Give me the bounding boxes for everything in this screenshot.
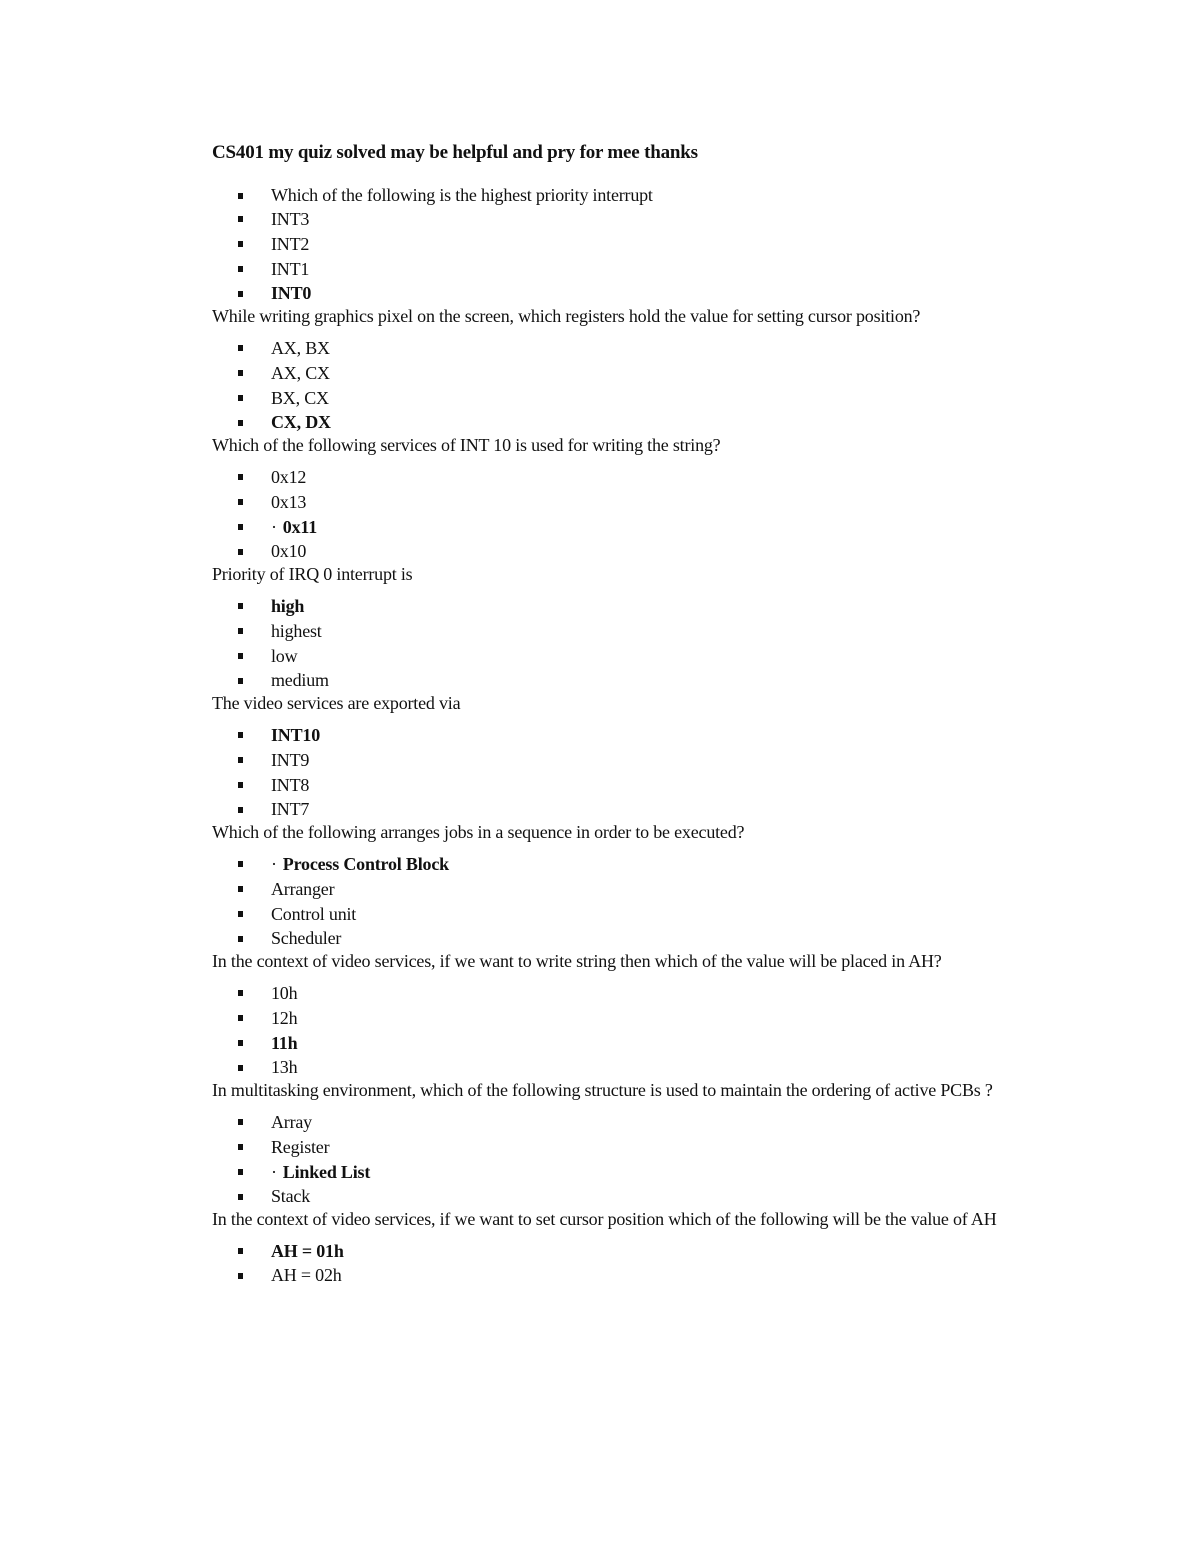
option-label: Stack <box>271 1186 310 1206</box>
answer-option <box>212 257 1052 282</box>
option-label: CX, DX <box>271 412 331 432</box>
answer-option-correct <box>212 723 1052 748</box>
answer-option <box>212 1056 1052 1079</box>
square-bullet-icon <box>238 524 243 530</box>
option-list <box>212 594 1052 692</box>
square-bullet-icon <box>238 678 243 684</box>
question-text: Priority of IRQ 0 interrupt is <box>212 564 413 584</box>
answer-option <box>212 748 1052 773</box>
option-label: Array <box>271 1112 312 1132</box>
answer-option-correct <box>212 515 1052 540</box>
option-label: INT0 <box>271 283 312 303</box>
middle-dot-marker: · <box>271 517 277 537</box>
question-text: The video services are exported via <box>212 693 461 713</box>
square-bullet-icon <box>238 291 243 297</box>
answer-option <box>212 540 1052 563</box>
answer-option-correct <box>212 1160 1052 1185</box>
answer-option <box>212 490 1052 515</box>
square-bullet-icon <box>238 193 243 199</box>
option-label: INT8 <box>271 775 310 795</box>
answer-option <box>212 386 1052 411</box>
question-text: Which of the following services of INT 10 is used for writing the string? <box>212 435 721 455</box>
square-bullet-icon <box>238 499 243 505</box>
square-bullet-icon <box>238 990 243 996</box>
square-bullet-icon <box>238 1015 243 1021</box>
answer-option-correct <box>212 852 1052 877</box>
option-label: AX, CX <box>271 363 330 383</box>
answer-option <box>212 232 1052 257</box>
option-label: INT2 <box>271 234 310 254</box>
answer-option <box>212 1264 1052 1287</box>
square-bullet-icon <box>238 1119 243 1125</box>
option-list <box>212 1239 1052 1287</box>
option-label: high <box>271 596 305 616</box>
answer-option <box>212 877 1052 902</box>
option-label: Scheduler <box>271 928 342 948</box>
square-bullet-icon <box>238 266 243 272</box>
option-label: BX, CX <box>271 388 329 408</box>
answer-option <box>212 1006 1052 1031</box>
square-bullet-icon <box>238 345 243 351</box>
document-title: CS401 my quiz solved may be helpful and pry for mee thanks <box>212 142 698 163</box>
option-label: AX, BX <box>271 338 330 358</box>
option-label: INT10 <box>271 725 321 745</box>
question-text: While writing graphics pixel on the screen, which registers hold the value for setting cursor position? <box>212 306 921 326</box>
square-bullet-icon <box>238 241 243 247</box>
option-label: Process Control Block <box>282 854 449 874</box>
answer-option <box>212 465 1052 490</box>
option-label: INT3 <box>271 209 310 229</box>
option-list <box>212 336 1052 434</box>
square-bullet-icon <box>238 216 243 222</box>
answer-option <box>212 1135 1052 1160</box>
square-bullet-icon <box>238 1273 243 1279</box>
answer-option-correct <box>212 1239 1052 1264</box>
square-bullet-icon <box>238 628 243 634</box>
option-label: 0x11 <box>282 517 318 537</box>
option-label: AH = 01h <box>271 1241 344 1261</box>
option-list <box>212 465 1052 563</box>
option-label: low <box>271 646 298 666</box>
question-text: In the context of video services, if we want to write string then which of the value will be placed in AH? <box>212 951 942 971</box>
option-label: Control unit <box>271 904 357 924</box>
question-text: In the context of video services, if we want to set cursor position which of the following will be the value of AH <box>212 1209 997 1229</box>
option-list <box>212 852 1052 950</box>
answer-option <box>212 981 1052 1006</box>
answer-option <box>212 798 1052 821</box>
option-list <box>212 981 1052 1079</box>
answer-option <box>212 361 1052 386</box>
middle-dot-marker: · <box>271 854 277 874</box>
option-label: highest <box>271 621 322 641</box>
option-label: Linked List <box>282 1162 371 1182</box>
answer-option <box>212 773 1052 798</box>
option-label: 13h <box>271 1057 298 1077</box>
option-list <box>212 1110 1052 1208</box>
square-bullet-icon <box>238 757 243 763</box>
option-label: Arranger <box>271 879 335 899</box>
square-bullet-icon <box>238 420 243 426</box>
option-label: INT1 <box>271 259 310 279</box>
question-list-1 <box>212 184 1052 207</box>
square-bullet-icon <box>238 549 243 555</box>
answer-option <box>212 1185 1052 1208</box>
square-bullet-icon <box>238 1169 243 1175</box>
square-bullet-icon <box>238 1040 243 1046</box>
option-label: 12h <box>271 1008 298 1028</box>
answer-option-correct <box>212 594 1052 619</box>
square-bullet-icon <box>238 782 243 788</box>
square-bullet-icon <box>238 1248 243 1254</box>
answer-option <box>212 619 1052 644</box>
square-bullet-icon <box>238 1194 243 1200</box>
answer-option <box>212 1110 1052 1135</box>
option-label: medium <box>271 670 329 690</box>
middle-dot-marker: · <box>271 1162 277 1182</box>
answer-option <box>212 669 1052 692</box>
square-bullet-icon <box>238 653 243 659</box>
square-bullet-icon <box>238 861 243 867</box>
option-label: 0x12 <box>271 467 307 487</box>
square-bullet-icon <box>238 807 243 813</box>
square-bullet-icon <box>238 474 243 480</box>
question-text: Which of the following arranges jobs in a sequence in order to be executed? <box>212 822 745 842</box>
question-text: In multitasking environment, which of the following structure is used to maintain the ordering of active PCBs ? <box>212 1080 993 1100</box>
option-label: AH = 02h <box>271 1265 342 1285</box>
option-label: 0x13 <box>271 492 307 512</box>
square-bullet-icon <box>238 886 243 892</box>
answer-option-correct <box>212 1031 1052 1056</box>
square-bullet-icon <box>238 732 243 738</box>
answer-option-correct <box>212 282 1052 305</box>
answer-option <box>212 927 1052 950</box>
answer-option <box>212 336 1052 361</box>
option-label: 10h <box>271 983 298 1003</box>
question-text <box>212 184 1052 207</box>
answer-option <box>212 902 1052 927</box>
question-label: Which of the following is the highest priority interrupt <box>271 185 653 205</box>
option-label: INT7 <box>271 799 310 819</box>
answer-option <box>212 644 1052 669</box>
option-label: INT9 <box>271 750 310 770</box>
square-bullet-icon <box>238 395 243 401</box>
square-bullet-icon <box>238 911 243 917</box>
square-bullet-icon <box>238 603 243 609</box>
document-body <box>212 140 1052 1287</box>
square-bullet-icon <box>238 370 243 376</box>
square-bullet-icon <box>238 936 243 942</box>
answer-option <box>212 207 1052 232</box>
square-bullet-icon <box>238 1065 243 1071</box>
answer-option-correct <box>212 411 1052 434</box>
option-label: Register <box>271 1137 330 1157</box>
option-label: 11h <box>271 1033 298 1053</box>
option-label: 0x10 <box>271 541 307 561</box>
square-bullet-icon <box>238 1144 243 1150</box>
option-list <box>212 207 1052 305</box>
quiz-list <box>212 184 1052 1287</box>
option-list <box>212 723 1052 821</box>
